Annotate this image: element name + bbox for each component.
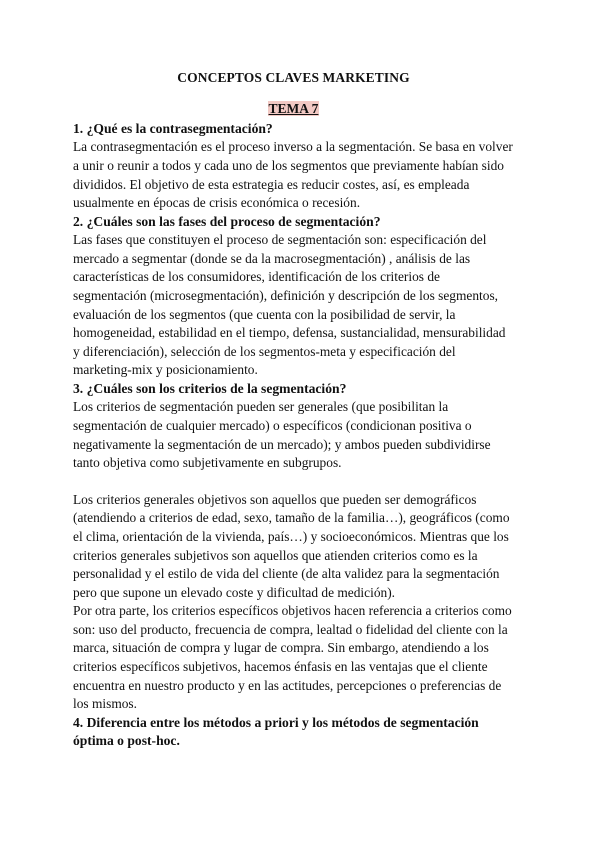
answer-2-paragraph-1: Las fases que constituyen el proceso de segmentación son: especificación del mercado a segmentar (donde se da la macrosegmentación) , análisis de las características de los consumidores, identificación de los criterios de segmentación (microsegmentación), definición y descripción de los segmentos, evaluación de los segmentos (que cuenta con la posibilidad de servir, la homogeneidad, estabilidad en el tiempo, defensa, sustancialidad, mensurabilidad y diferenciación), selección de los segmentos-meta y especificación del marketing-mix y posicionamiento. — [73, 232, 506, 378]
paragraph-spacer — [73, 473, 514, 491]
answer-1-paragraph-1: La contrasegmentación es el proceso inverso a la segmentación. Se basa en volver a unir o reunir a todos y cada uno de los segmentos que previamente habían sido divididos. El objetivo de esta estrategia es reducir costes, así, es empleada usualmente en épocas de crisis económica o recesión. — [73, 139, 513, 211]
topic-heading — [73, 100, 514, 118]
answer-3-paragraph-2: Los criterios generales objetivos son aquellos que pueden ser demográficos (atendiendo a criterios de edad, sexo, tamaño de la familia…), geográficos (como el clima, orientación de la vivienda, país…) y socioeconómicos. Mientras que los criterios generales subjetivos son aquellos que atienden criterios como es la personalidad y el estilo de vida del cliente (de alta validez para la segmentación pero que supone un elevado coste y dificultad de medición). — [73, 491, 510, 600]
answer-3-paragraph-3: Por otra parte, los criterios específicos objetivos hacen referencia a criterios como son: uso del producto, frecuencia de compra, lealtad o fidelidad del cliente con la marca, situación de compra y lugar de compra. Sin embargo, atendiendo a los criterios específicos subjetivos, hacemos énfasis en las ventajas que el cliente encuentra en nuestro producto y en las actitudes, percepciones o preferencias de los mismos. — [73, 603, 512, 712]
document-title: CONCEPTOS CLAVES MARKETING — [177, 70, 410, 85]
question-1: 1. ¿Qué es la contrasegmentación? — [73, 121, 273, 136]
question-3: 3. ¿Cuáles son los criterios de la segmentación? — [73, 380, 347, 396]
question-4: 4. Diferencia entre los métodos a priori y los métodos de segmentación óptima o post-hoc. — [73, 714, 479, 749]
question-2: 2. ¿Cuáles son las fases del proceso de segmentación? — [73, 213, 381, 229]
topic-highlight: TEMA 7 — [268, 101, 319, 116]
answer-3-paragraph-1: Los criterios de segmentación pueden ser generales (que posibilitan la segmentación de cualquier mercado) o específicos (condicionan positiva o negativamente la segmentación de un mercado); y ambos pueden subdividirse tanto objetiva como subjetivamente en subgrupos. — [73, 399, 491, 471]
